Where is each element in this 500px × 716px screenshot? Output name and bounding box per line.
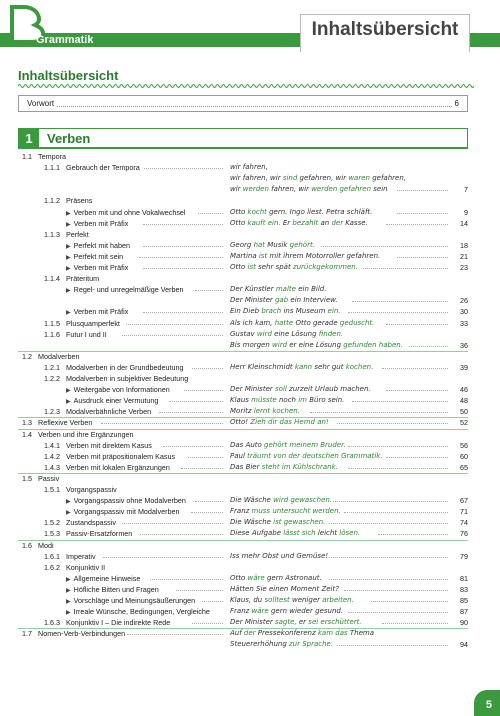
toc-number: 1.6.2: [44, 562, 60, 572]
page-number: 5: [485, 699, 492, 711]
leader-dots: [188, 451, 223, 458]
toc-row: [18, 162, 468, 173]
toc-row[interactable]: [18, 184, 468, 195]
toc-row[interactable]: [18, 595, 468, 606]
leader-dots: [140, 528, 223, 535]
toc-row[interactable]: [18, 451, 468, 462]
toc-page-number: 30: [460, 307, 468, 317]
toc-example: Diese Aufgabe lässt sich leicht lösen.: [230, 529, 361, 538]
leader-dots: [143, 240, 223, 247]
toc-title-text: Verben mit Präfix: [73, 307, 129, 317]
toc-title: [66, 551, 96, 562]
toc-title-text: Konjunktiv I – Die indirekte Rede: [66, 618, 171, 628]
toc-number: 1.1.5: [44, 318, 60, 328]
toc-row[interactable]: [18, 340, 468, 351]
toc-page-number: 79: [460, 551, 468, 561]
toc-page-number: 9: [464, 207, 468, 217]
toc-row[interactable]: [18, 606, 468, 617]
toc-page-number: 81: [460, 573, 468, 583]
toc-number: 1.1: [22, 152, 32, 161]
toc-page-number: 26: [460, 296, 468, 306]
chapter-number: 1: [19, 129, 39, 148]
toc-page-number: 90: [460, 618, 468, 628]
triangle-bullet-icon: ▶: [66, 399, 71, 406]
toc-title-text: Modalverbähnliche Verben: [66, 407, 152, 417]
toc-example: Otto! Zieh dir das Hemd an!: [230, 418, 329, 427]
leader-dots: [382, 617, 448, 624]
toc-title: [38, 473, 59, 484]
toc-row: [18, 329, 468, 340]
leader-dots: [176, 584, 223, 591]
toc-title: [66, 440, 152, 451]
leader-dots: [397, 184, 448, 191]
leader-dots: [103, 551, 223, 558]
toc-example: Das Bier steht im Kühlschrank.: [230, 462, 338, 471]
toc-page-number: 23: [460, 263, 468, 272]
toc-example: Otto wäre gern Astronaut.: [230, 573, 322, 582]
toc-title-text: Verben mit lokalen Ergänzungen: [66, 462, 170, 472]
toc-example: Herr Kleinschmidt kann sehr gut kochen.: [230, 362, 374, 371]
leader-dots: [169, 395, 223, 402]
header-title-box: [300, 14, 470, 52]
leader-dots: [329, 517, 448, 524]
toc-title-text: Gebrauch der Tempora: [66, 163, 140, 173]
page-header-title: Inhaltsübersicht: [311, 19, 459, 40]
toc-row: [18, 273, 468, 284]
triangle-bullet-icon: ▶: [66, 587, 71, 594]
leader-dots: [344, 506, 448, 513]
wavy-divider: [18, 82, 474, 90]
toc-page-number: 21: [460, 251, 468, 261]
toc-title: [66, 462, 170, 473]
vorwort-page: 6: [454, 99, 459, 108]
toc-title-text: Passiv-Ersatzformen: [66, 529, 133, 539]
leader-dots: [352, 395, 448, 402]
toc-row: [18, 540, 468, 551]
toc-example: Die Wäsche wird gewaschen.: [230, 496, 333, 505]
toc-row: [18, 284, 468, 295]
triangle-bullet-icon: ▶: [66, 210, 71, 217]
leader-dots: [378, 528, 448, 535]
leader-dots: [184, 384, 223, 391]
leader-dots: [386, 451, 448, 458]
leader-dots: [181, 462, 223, 469]
toc-example: Otto kocht gern. Ingo liest. Petra schläft.: [230, 207, 373, 216]
toc-example: Der Minister gab ein Interview.: [230, 296, 338, 305]
toc-page-number: 46: [460, 385, 468, 395]
toc-row: [18, 173, 468, 184]
toc-example: Iss mehr Obst und Gemüse!: [230, 551, 329, 560]
toc-title: [66, 318, 120, 329]
toc-title: [66, 617, 170, 628]
leader-dots: [329, 551, 448, 558]
triangle-bullet-icon: ▶: [66, 254, 71, 261]
leader-dots: [386, 384, 448, 391]
toc-page-number: 83: [460, 584, 468, 594]
leader-dots: [333, 495, 448, 502]
toc-title: [66, 362, 183, 373]
toc-title: [66, 528, 132, 539]
toc-title: [66, 484, 117, 495]
toc-number: 1.5: [22, 473, 32, 483]
triangle-bullet-icon: ▶: [66, 266, 71, 272]
toc-row[interactable]: [18, 384, 468, 395]
section-title: Inhaltsübersicht: [18, 68, 119, 83]
toc-page-number: 14: [460, 218, 468, 228]
toc-page-number: 71: [460, 507, 468, 517]
toc-title-text: Vorschläge und Meinungsäußerungen: [73, 596, 196, 605]
leader-dots: [143, 306, 223, 313]
toc-row: [18, 484, 468, 495]
toc-number: 1.4: [22, 429, 32, 439]
toc-row[interactable]: [18, 417, 468, 428]
leader-dots: [101, 417, 223, 424]
leader-dots: [143, 218, 223, 225]
toc-number: 1.2: [22, 351, 32, 361]
toc-title-text: Perfekt mit haben: [73, 240, 130, 250]
toc-page-number: 65: [460, 462, 468, 472]
toc-number: 1.1.6: [44, 329, 60, 339]
toc-example: Klaus müsste noch im Büro sein.: [230, 396, 345, 405]
toc-number: 1.2.3: [44, 407, 60, 417]
toc-row: [18, 151, 468, 162]
toc-page-number: 60: [460, 451, 468, 461]
toc-title: [66, 517, 116, 528]
toc-row[interactable]: [18, 251, 468, 262]
toc-title: [66, 273, 99, 284]
leader-dots: [198, 207, 223, 214]
toc-title-text: Futur I und II: [66, 329, 107, 339]
toc-title-text: Vorgangspassiv: [66, 485, 117, 494]
toc-title: [66, 451, 175, 462]
toc-example: Der Künstler malte ein Bild.: [230, 285, 327, 294]
toc-number: 1.1.1: [44, 163, 60, 173]
toc-row[interactable]: [18, 218, 468, 229]
leader-dots: [126, 318, 224, 325]
triangle-bullet-icon: ▶: [66, 243, 71, 250]
toc-number: 1.2.1: [44, 362, 60, 372]
toc-row[interactable]: [18, 306, 468, 317]
toc-row[interactable]: [18, 240, 468, 251]
toc-title-text: Perfekt: [66, 229, 89, 239]
toc-row: [18, 229, 468, 240]
toc-number: 1.4.3: [44, 462, 60, 472]
triangle-bullet-icon: ▶: [66, 388, 71, 395]
leader-dots: [397, 251, 448, 258]
triangle-bullet-icon: ▶: [66, 610, 71, 617]
toc-title-text: Perfekt mit sein: [73, 251, 124, 261]
toc-title-text: Verben mit Präfix: [73, 218, 129, 228]
leader-dots: [337, 639, 448, 646]
leader-dots: [409, 340, 448, 347]
toc-example: Hätten Sie einen Moment Zeit?: [230, 584, 339, 593]
triangle-bullet-icon: ▶: [66, 576, 71, 583]
toc-example: wir fahren,: [230, 163, 268, 172]
leader-dots: [329, 573, 448, 580]
toc-title: [38, 628, 125, 639]
page-number-badge: [474, 690, 500, 716]
triangle-bullet-icon: ▶: [66, 221, 71, 228]
toc-number: 1.2.2: [44, 374, 60, 383]
toc-page-number: 85: [460, 596, 468, 605]
toc-page-number: 48: [460, 396, 468, 406]
toc-title: [66, 229, 89, 240]
toc-page-number: 76: [460, 529, 468, 539]
toc-title: [38, 151, 66, 162]
toc-row[interactable]: [18, 517, 468, 528]
triangle-bullet-icon: ▶: [66, 288, 71, 295]
toc-title-text: Höfliche Bitten und Fragen: [73, 584, 159, 594]
toc-page-number: 87: [460, 607, 468, 617]
toc-example: Franz muss untersucht werden.: [230, 507, 341, 516]
triangle-bullet-icon: ▶: [66, 499, 71, 506]
toc-row: [18, 351, 468, 362]
leader-dots: [143, 262, 223, 269]
toc-title-text: Nomen-Verb-Verbindungen: [38, 629, 126, 639]
toc-number: 1.1.2: [44, 196, 60, 206]
toc-example: Otto kauft ein. Er bezahlt an der Kasse.: [230, 218, 368, 227]
toc-example: Der Minister sagte, er sei erschüttert.: [230, 618, 362, 627]
toc-example: Das Auto gehört meinem Bruder.: [230, 440, 346, 449]
leader-dots: [192, 617, 223, 624]
toc-title-text: Tempora: [38, 152, 66, 161]
toc-example: Als ich kam, hatte Otto gerade geduscht.: [230, 318, 375, 327]
toc-page-number: 7: [464, 185, 468, 195]
toc-title: [66, 406, 151, 417]
toc-page-number: 39: [460, 362, 468, 372]
toc-title: [38, 351, 80, 362]
toc-row[interactable]: [18, 207, 468, 218]
toc-title-text: Passiv: [38, 473, 60, 483]
toc-row: [18, 562, 468, 573]
toc-title-text: Irreale Wünsche, Bedingungen, Vergleiche: [73, 607, 210, 617]
toc-title-text: Präteritum: [66, 274, 100, 284]
toc-page-number: 33: [460, 318, 468, 328]
toc-row[interactable]: [18, 462, 468, 473]
toc-title: [66, 562, 105, 573]
toc-number: 1.6.1: [44, 551, 60, 561]
toc-title: [66, 195, 92, 206]
toc-row[interactable]: [18, 617, 468, 628]
leader-dots: [163, 440, 224, 447]
logo-text: Grammatik: [36, 34, 94, 46]
toc-example: Martina ist mit ihrem Motorroller gefahren.: [230, 251, 381, 260]
toc-row[interactable]: [18, 395, 468, 406]
toc-number: 1.3: [22, 418, 32, 428]
toc-title-text: Präsens: [66, 196, 93, 206]
chapter-header[interactable]: [18, 128, 468, 149]
leader-dots: [348, 306, 448, 313]
toc-example: Auf der Pressekonferenz kam das Thema: [230, 629, 374, 638]
toc-example: Steuererhöhung zur Sprache.: [230, 640, 334, 649]
leader-dots: [397, 207, 448, 214]
toc-title-text: Vorgangspassiv mit Modalverben: [73, 507, 180, 517]
toc-title: [66, 162, 140, 173]
toc-page-number: 74: [460, 518, 468, 528]
toc-title-text: Zustandspassiv: [66, 518, 116, 528]
leader-dots: [57, 96, 451, 107]
toc-title-text: Vorgangspassiv ohne Modalverben: [73, 496, 186, 506]
leader-dots: [144, 162, 223, 169]
toc-row[interactable]: [18, 495, 468, 506]
toc-example: Moritz lernt kochen.: [230, 407, 300, 416]
leader-dots: [386, 218, 448, 225]
toc-example: Georg hat Musik gehört.: [230, 240, 315, 249]
toc-title-text: Weitergabe von Informationen: [73, 385, 170, 395]
toc-row: [18, 195, 468, 206]
toc-page-number: 36: [460, 340, 468, 350]
leader-dots: [337, 417, 448, 424]
toc-page-number: 50: [460, 407, 468, 417]
leader-dots: [195, 284, 223, 291]
toc-page-number: 94: [460, 640, 468, 650]
toc-page-number: 56: [460, 440, 468, 450]
leader-dots: [386, 318, 448, 325]
toc-example: wir werden fahren, wir werden gefahren sein: [230, 185, 388, 194]
toc-page-number: 52: [460, 418, 468, 428]
toc-title-text: Plusquamperfekt: [66, 318, 120, 328]
toc-row: [18, 373, 468, 384]
leader-dots: [352, 295, 448, 302]
toc-title: [66, 329, 107, 340]
leader-dots: [122, 517, 223, 524]
toc-page-number: 67: [460, 496, 468, 506]
toc-title-text: Modi: [38, 540, 54, 550]
leader-dots: [191, 506, 223, 513]
toc-title-text: Regel- und unregelmäßige Verben: [73, 285, 184, 295]
leader-dots: [363, 262, 448, 269]
triangle-bullet-icon: ▶: [66, 310, 71, 317]
toc-title-text: Verben mit direktem Kasus: [66, 440, 152, 450]
toc-row: [18, 473, 468, 484]
toc-row[interactable]: [18, 362, 468, 373]
toc-example: Paul träumt von der deutschen Grammatik.: [230, 451, 383, 460]
toc-number: 1.6: [22, 540, 32, 550]
leader-dots: [139, 251, 223, 258]
toc-row[interactable]: [18, 639, 468, 650]
header-bar: [0, 0, 500, 52]
toc-row[interactable]: [18, 440, 468, 451]
toc-number: 1.4.1: [44, 440, 60, 450]
toc-title-text: Verben und ihre Ergänzungen: [38, 429, 134, 439]
leader-dots: [382, 362, 448, 369]
svg-text:B: B: [18, 31, 19, 32]
toc-row: [18, 429, 468, 440]
toc-number: 1.5.3: [44, 529, 60, 539]
leader-dots: [202, 595, 223, 602]
leader-dots: [122, 329, 223, 336]
toc-row[interactable]: [18, 406, 468, 417]
toc-example: wir fahren, wir sind gefahren, wir waren gefahren,: [230, 174, 406, 183]
toc-title-text: Verben mit präpositionalem Kasus: [66, 451, 176, 461]
toc-row[interactable]: [18, 528, 468, 539]
toc-row: [18, 628, 468, 639]
toc-title-text: Modalverben in subjektiver Bedeutung: [66, 374, 189, 383]
toc-number: 1.5.1: [44, 485, 60, 494]
toc-title: [38, 429, 134, 440]
toc-number: 1.5.2: [44, 518, 60, 528]
leader-dots: [344, 584, 448, 591]
vorwort-entry[interactable]: [18, 95, 468, 112]
vorwort-label: Vorwort: [27, 99, 55, 108]
toc-example: Gustav wird eine Lösung finden.: [230, 329, 344, 338]
toc-example: Der Minister soll zurzeit Urlaub machen.: [230, 385, 371, 394]
toc-row[interactable]: [18, 295, 468, 306]
toc-example: Bis morgen wird er eine Lösung gefunden haben.: [230, 340, 403, 349]
toc-example: Klaus, du solltest weniger arbeiten.: [230, 596, 354, 604]
leader-dots: [127, 628, 223, 635]
toc-title-text: Modalverben in der Grundbedeutung: [66, 362, 184, 372]
toc-title: [38, 417, 92, 428]
toc-title-text: Allgemeine Hinweise: [73, 573, 141, 583]
toc-row[interactable]: [18, 551, 468, 562]
toc-row[interactable]: [18, 573, 468, 584]
triangle-bullet-icon: ▶: [66, 599, 71, 605]
toc-number: 1.6.3: [44, 618, 60, 628]
toc-example: Ein Dieb brach ins Museum ein.: [230, 307, 341, 316]
toc-number: 1.7: [22, 629, 32, 639]
toc-row[interactable]: [18, 262, 468, 273]
toc-page-number: 18: [460, 240, 468, 250]
chapter-title: Verben: [47, 131, 91, 146]
toc-row[interactable]: [18, 318, 468, 329]
toc-title-text: Ausdruck einer Vermutung: [73, 396, 159, 406]
leader-dots: [159, 406, 223, 413]
toc-title-text: Konjunktiv II: [66, 562, 106, 572]
toc-title-text: Reflexive Verben: [38, 418, 93, 428]
toc-example: Die Wäsche ist gewaschen.: [230, 518, 326, 527]
leader-dots: [310, 406, 448, 413]
toc-row[interactable]: [18, 506, 468, 517]
leader-dots: [321, 240, 448, 247]
leader-dots: [192, 362, 223, 369]
toc-title: [38, 540, 54, 551]
triangle-bullet-icon: ▶: [66, 510, 71, 517]
leader-dots: [348, 606, 448, 613]
toc-title-text: Modalverben: [38, 351, 80, 361]
toc-title-text: Imperativ: [66, 551, 96, 561]
toc-title-text: Verben mit und ohne Vokalwechsel: [73, 207, 186, 217]
toc-example: Franz wäre gern wieder gesund.: [230, 607, 344, 616]
toc-example: Otto ist sehr spät zurückgekommen.: [230, 263, 358, 271]
leader-dots: [348, 440, 448, 447]
toc-number: 1.1.3: [44, 229, 60, 239]
toc-number: 1.4.2: [44, 451, 60, 461]
toc-row[interactable]: [18, 584, 468, 595]
toc-number: 1.1.4: [44, 274, 60, 284]
leader-dots: [371, 595, 448, 602]
leader-dots: [195, 495, 223, 502]
leader-dots: [348, 462, 448, 469]
toc-title: [66, 373, 188, 384]
toc-title-text: Verben mit Präfix: [73, 263, 129, 272]
leader-dots: [150, 573, 223, 580]
